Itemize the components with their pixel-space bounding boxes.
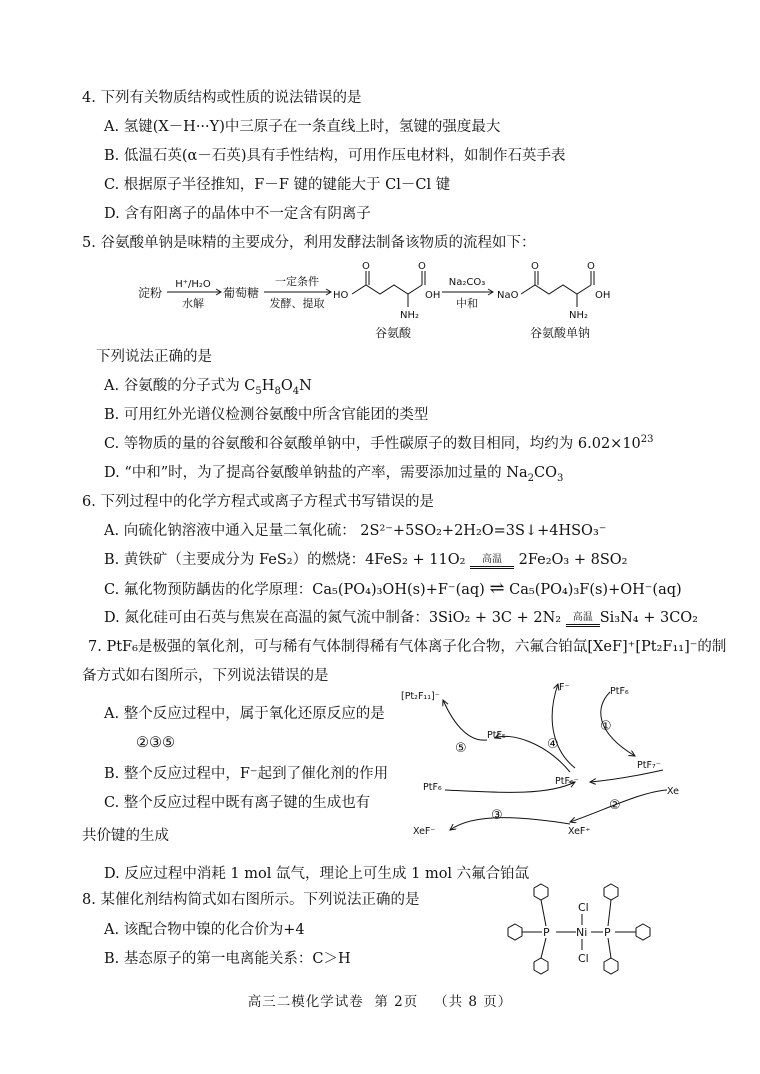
struct-p-left: P: [543, 926, 550, 939]
step-5-label: ⑤: [455, 741, 467, 756]
xenon-reaction-cycle-diagram: [395, 672, 685, 844]
q7-option-a-answer: ②③⑤: [136, 735, 175, 751]
q5-option-c: C. 等物质的量的谷氨酸和谷氨酸单钠中，手性碳原子的数目相同，均约为 $6.02\times 10^{23}$: [104, 434, 654, 452]
q6-d-condition: 高温: [566, 612, 600, 627]
q7-option-b: B. 整个反应过程中，F⁻起到了催化剂的作用: [104, 766, 389, 782]
q6-option-c: C. 氟化物预防龋齿的化学原理：Ca₅(PO₄)₃OH(s)+F⁻(aq) ⇌ Ca₅(PO₄)₃F(s)+OH⁻(aq): [104, 578, 682, 599]
flow-step2-condition: 一定条件: [275, 275, 319, 288]
q5-option-d: D. “中和”时，为了提高谷氨酸单钠盐的产率，需要添加过量的 $Na_2CO_3$: [104, 465, 564, 484]
diagram-ptf6-top: PtF₆: [610, 686, 629, 697]
q6-b-condition: 高温: [470, 554, 514, 569]
flow-step1-condition: 水解: [182, 297, 204, 310]
struct-cl-top: Cl: [578, 901, 589, 914]
q8-stem: 8. 某催化剂结构简式如右图所示。下列说法正确的是: [82, 892, 420, 908]
svg-text:OH: OH: [425, 290, 441, 301]
q8-option-a: A. 该配合物中镍的化合价为+4: [104, 922, 305, 938]
flow-step1-reagent: H⁺/H₂O: [175, 279, 211, 290]
monosodium-glutamate-structure: [521, 271, 594, 307]
q7-option-d: D. 反应过程中消耗 1 mol 氙气，理论上可生成 1 mol 六氟合铂氙: [104, 866, 530, 882]
q6-option-d: D. 氮化硅可由石英与焦炭在高温的氮气流中制备：3SiO₂ + 3C + 2N₂ 高温 Si₃N₄ + 3CO₂: [104, 610, 698, 626]
msg-label: 谷氨酸单钠: [529, 326, 591, 340]
footer-page: 第 2页: [374, 994, 419, 1010]
svg-text:O: O: [418, 261, 426, 272]
q4-option-c: C. 根据原子半径推知，F－F 键的键能大于 Cl－Cl 键: [104, 177, 451, 193]
q4-option-b: B. 低温石英(α－石英)具有手性结构，可用作压电材料，如制作石英手表: [104, 148, 566, 164]
equilibrium-arrow: ⇌: [489, 578, 505, 599]
q7-stem-line1: 7. PtF₆是极强的氧化剂，可与稀有气体制得稀有气体离子化合物，六氟合铂氙[XeF]⁺[Pt₂F₁₁]⁻的制: [88, 639, 727, 655]
q7-option-a: A. 整个反应过程中，属于氧化还原反应的是: [104, 706, 385, 722]
q7-option-c: C. 整个反应过程中既有离子键的生成也有: [104, 795, 371, 811]
glutamic-acid-label: 谷氨酸: [374, 326, 412, 340]
diagram-xef-plus: XeF⁺: [568, 826, 591, 837]
q7-stem-line2: 备方式如右图所示，下列说法错误的是: [82, 668, 329, 684]
glutamic-acid-structure: [352, 271, 425, 307]
nickel-complex-structure: [500, 878, 670, 988]
q5-option-a: A. 谷氨酸的分子式为 $C_5H_8O_4N$: [104, 378, 312, 397]
q5-option-b: B. 可用红外光谱仪检测谷氨酸中所含官能团的类型: [104, 407, 429, 423]
svg-text:NaO: NaO: [497, 290, 519, 301]
diagram-xef-minus: XeF⁻: [413, 826, 436, 837]
flow-starch: 淀粉: [138, 286, 163, 300]
q6-option-b: B. 黄铁矿（主要成分为 FeS₂）的燃烧：4FeS₂ + 11O₂ 高温 2Fe₂O₃ + 8SO₂: [104, 552, 628, 568]
q4-option-d: D. 含有阳离子的晶体中不一定含有阴离子: [104, 206, 371, 222]
diagram-xe: Xe: [667, 786, 679, 797]
step-2-label: ②: [609, 798, 621, 813]
struct-p-right: P: [604, 926, 611, 939]
step-4-label: ④: [547, 737, 559, 752]
diagram-pt2f11: [Pt₂F₁₁]⁻: [401, 691, 440, 702]
q7-option-c-cont: 共价键的生成: [82, 828, 169, 844]
struct-ni: Ni: [576, 926, 588, 939]
footer-total: （共 8 页）: [434, 994, 513, 1010]
q6-stem: 6. 下列过程中的化学方程式或离子方程式书写错误的是: [82, 494, 434, 510]
diagram-ptf5: PtF₅: [487, 730, 506, 741]
flow-step3-process: 中和: [456, 297, 478, 310]
flow-step3-reagent: Na₂CO₃: [448, 277, 486, 288]
svg-text:NH₂: NH₂: [400, 310, 420, 321]
diagram-ptf6-minus: PtF₆⁻: [555, 776, 579, 787]
glutamate-synthesis-flow: [0, 255, 760, 350]
page-footer: [0, 990, 760, 1010]
q5-lead: 下列说法正确的是: [96, 349, 212, 365]
q6-option-a: A. 向硫化钠溶液中通入足量二氧化硫： 2S²⁻+5SO₂+2H₂O=3S↓+4HSO₃⁻: [104, 523, 607, 539]
flow-step2-process: 发酵、提取: [269, 297, 325, 310]
q4-option-a: A. 氢键(X－H···Y)中三原子在一条直线上时，氢键的强度最大: [104, 119, 501, 135]
svg-text:OH: OH: [595, 290, 611, 301]
q5-stem: 5. 谷氨酸单钠是味精的主要成分，利用发酵法制备该物质的流程如下：: [82, 235, 536, 251]
diagram-ptf7: PtF₇⁻: [637, 760, 661, 771]
footer-title: 高三二模化学试卷: [247, 994, 364, 1010]
struct-cl-bottom: Cl: [578, 952, 589, 965]
diagram-ptf6-left: PtF₆: [423, 782, 442, 793]
svg-text:NH₂: NH₂: [569, 310, 589, 321]
svg-text:O: O: [587, 261, 595, 272]
diagram-fluoride: F⁻: [559, 682, 570, 693]
step-3-label: ③: [491, 808, 503, 823]
q4-stem: 4. 下列有关物质结构或性质的说法错误的是: [82, 90, 362, 106]
svg-text:HO: HO: [333, 290, 349, 301]
step-1-label: ①: [600, 719, 612, 734]
svg-text:O: O: [531, 261, 539, 272]
q8-option-b: B. 基态原子的第一电离能关系：C＞H: [104, 951, 351, 967]
svg-text:O: O: [362, 261, 370, 272]
flow-glucose: 葡萄糖: [223, 286, 260, 300]
